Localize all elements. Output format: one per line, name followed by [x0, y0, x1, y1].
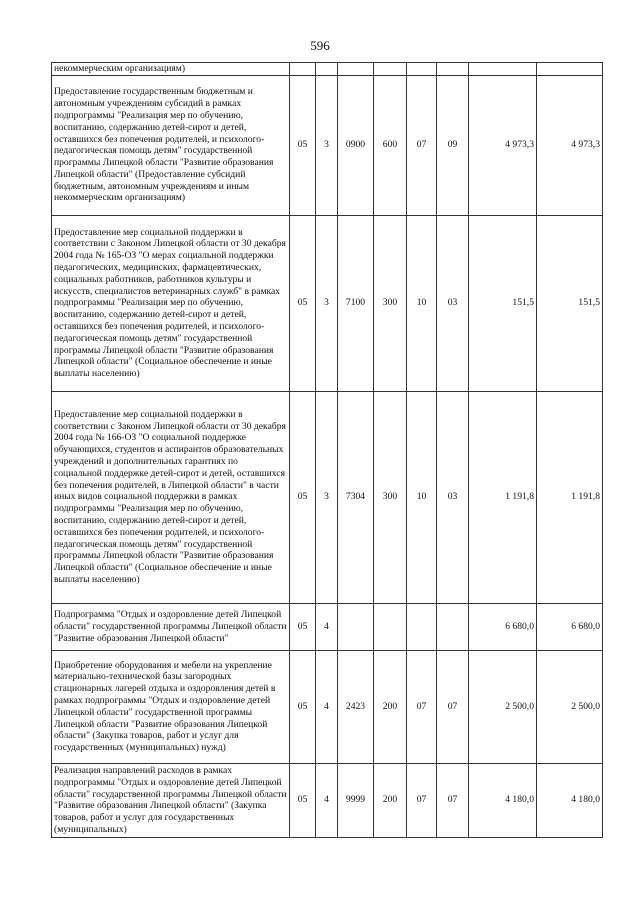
- chapter-code: [407, 603, 437, 650]
- expense-type-code: [374, 63, 407, 76]
- subprogram-code: 3: [316, 75, 338, 215]
- amount-2: 6 680,0: [537, 603, 603, 650]
- row-description: Предоставление мер социальной поддержки в соответствии с Законом Липецкой области от 30 декабря 2004 года № 166-ОЗ "О социальной поддержке обучающихся, студентов и аспирантов образовательных учреждений и дополнительных гарантиях по социальной поддержке детей-сирот и детей, оставшихся без попечения родителей, в Липецкой области" в части иных видов социальной поддержки в рамках подпрограммы "Реализация мер по обучению, воспитанию, содержанию детей-сирот и детей, оставшихся без попечения родителей, и психолого-педагогическая помощь детям" государственной программы Липецкой области "Развитие образования Липецкой области" (Социальное обеспечение и иные выплаты населению): [52, 391, 290, 603]
- subprogram-code: 3: [316, 215, 338, 391]
- subchapter-code: 07: [437, 650, 469, 763]
- subprogram-code: 3: [316, 391, 338, 603]
- subchapter-code: [437, 603, 469, 650]
- table-row: [52, 215, 603, 391]
- section-code: 05: [290, 763, 316, 837]
- subchapter-code: 03: [437, 215, 469, 391]
- row-description: Реализация направлений расходов в рамках подпрограммы "Отдых и оздоровление детей Липецкой области" государственной программы Липецкой области "Развитие образования Липецкой области" (Закупка товаров, работ и услуг для государственных (муниципальных): [52, 763, 290, 837]
- chapter-code: 10: [407, 391, 437, 603]
- amount-1: 4 180,0: [469, 763, 537, 837]
- amount-1: 151,5: [469, 215, 537, 391]
- page-number: 596: [310, 38, 330, 53]
- expense-type-code: 300: [374, 215, 407, 391]
- amount-1: [469, 63, 537, 76]
- subprogram-code: [316, 63, 338, 76]
- row-description: Подпрограмма "Отдых и оздоровление детей Липецкой области" государственной программы Липецкой области "Развитие образования Липецкой области": [52, 603, 290, 650]
- chapter-code: [407, 63, 437, 76]
- chapter-code: 07: [407, 763, 437, 837]
- section-code: 05: [290, 650, 316, 763]
- subchapter-code: 09: [437, 75, 469, 215]
- chapter-code: 10: [407, 215, 437, 391]
- section-code: 05: [290, 215, 316, 391]
- target-article-code: 0900: [338, 75, 374, 215]
- subchapter-code: 07: [437, 763, 469, 837]
- table-row: [52, 763, 603, 837]
- subchapter-code: 03: [437, 391, 469, 603]
- subprogram-code: 4: [316, 763, 338, 837]
- target-article-code: 9999: [338, 763, 374, 837]
- table-row: [52, 75, 603, 215]
- table-row: [52, 603, 603, 650]
- section-code: [290, 63, 316, 76]
- amount-2: [537, 63, 603, 76]
- expense-type-code: 200: [374, 650, 407, 763]
- subchapter-code: [437, 63, 469, 76]
- amount-1: 6 680,0: [469, 603, 537, 650]
- expense-type-code: 600: [374, 75, 407, 215]
- budget-table: [51, 62, 603, 838]
- subprogram-code: 4: [316, 603, 338, 650]
- amount-1: 2 500,0: [469, 650, 537, 763]
- chapter-code: 07: [407, 650, 437, 763]
- expense-type-code: [374, 603, 407, 650]
- target-article-code: 2423: [338, 650, 374, 763]
- row-description: Приобретение оборудования и мебели на укрепление материально-технической базы загородных стационарных лагерей отдыха и оздоровления детей в рамках подпрограммы "Отдых и оздоровление детей Липецкой области" государственной программы Липецкой области "Развитие образования Липецкой области" (Закупка товаров, работ и услуг для государственных (муниципальных) нужд): [52, 650, 290, 763]
- amount-2: 2 500,0: [537, 650, 603, 763]
- section-code: 05: [290, 391, 316, 603]
- row-description: Предоставление мер социальной поддержки в соответствии с Законом Липецкой области от 30 декабря 2004 года № 165-ОЗ "О мерах социальной поддержки педагогических, медицинских, фармацевтических, социальных работников, работников культуры и искусств, специалистов ветеринарных служб" в рамках подпрограммы "Реализация мер по обучению, воспитанию, содержанию детей-сирот и детей, оставшихся без попечения родителей, и психолого-педагогическая помощь детям" государственной программы Липецкой области "Развитие образования Липецкой области" (Социальное обеспечение и иные выплаты населению): [52, 215, 290, 391]
- table-row: [52, 391, 603, 603]
- section-code: 05: [290, 75, 316, 215]
- row-description: некоммерческим организациям): [52, 63, 290, 76]
- subprogram-code: 4: [316, 650, 338, 763]
- amount-2: 1 191,8: [537, 391, 603, 603]
- table-row: [52, 63, 603, 76]
- target-article-code: 7100: [338, 215, 374, 391]
- amount-2: 4 973,3: [537, 75, 603, 215]
- target-article-code: [338, 63, 374, 76]
- section-code: 05: [290, 603, 316, 650]
- chapter-code: 07: [407, 75, 437, 215]
- amount-1: 1 191,8: [469, 391, 537, 603]
- amount-2: 4 180,0: [537, 763, 603, 837]
- target-article-code: 7304: [338, 391, 374, 603]
- expense-type-code: 300: [374, 391, 407, 603]
- table-row: [52, 650, 603, 763]
- row-description: Предоставление государственным бюджетным и автономным учреждениям субсидий в рамках подпрограммы "Реализация мер по обучению, воспитанию, содержанию детей-сирот и детей, оставшихся без попечения родителей, и психолого-педагогическая помощь детям" государственной программы Липецкой области "Развитие образования Липецкой области" (Предоставление субсидий бюджетным, автономным учреждениям и иным некоммерческим организациям): [52, 75, 290, 215]
- expense-type-code: 200: [374, 763, 407, 837]
- amount-1: 4 973,3: [469, 75, 537, 215]
- amount-2: 151,5: [537, 215, 603, 391]
- target-article-code: [338, 603, 374, 650]
